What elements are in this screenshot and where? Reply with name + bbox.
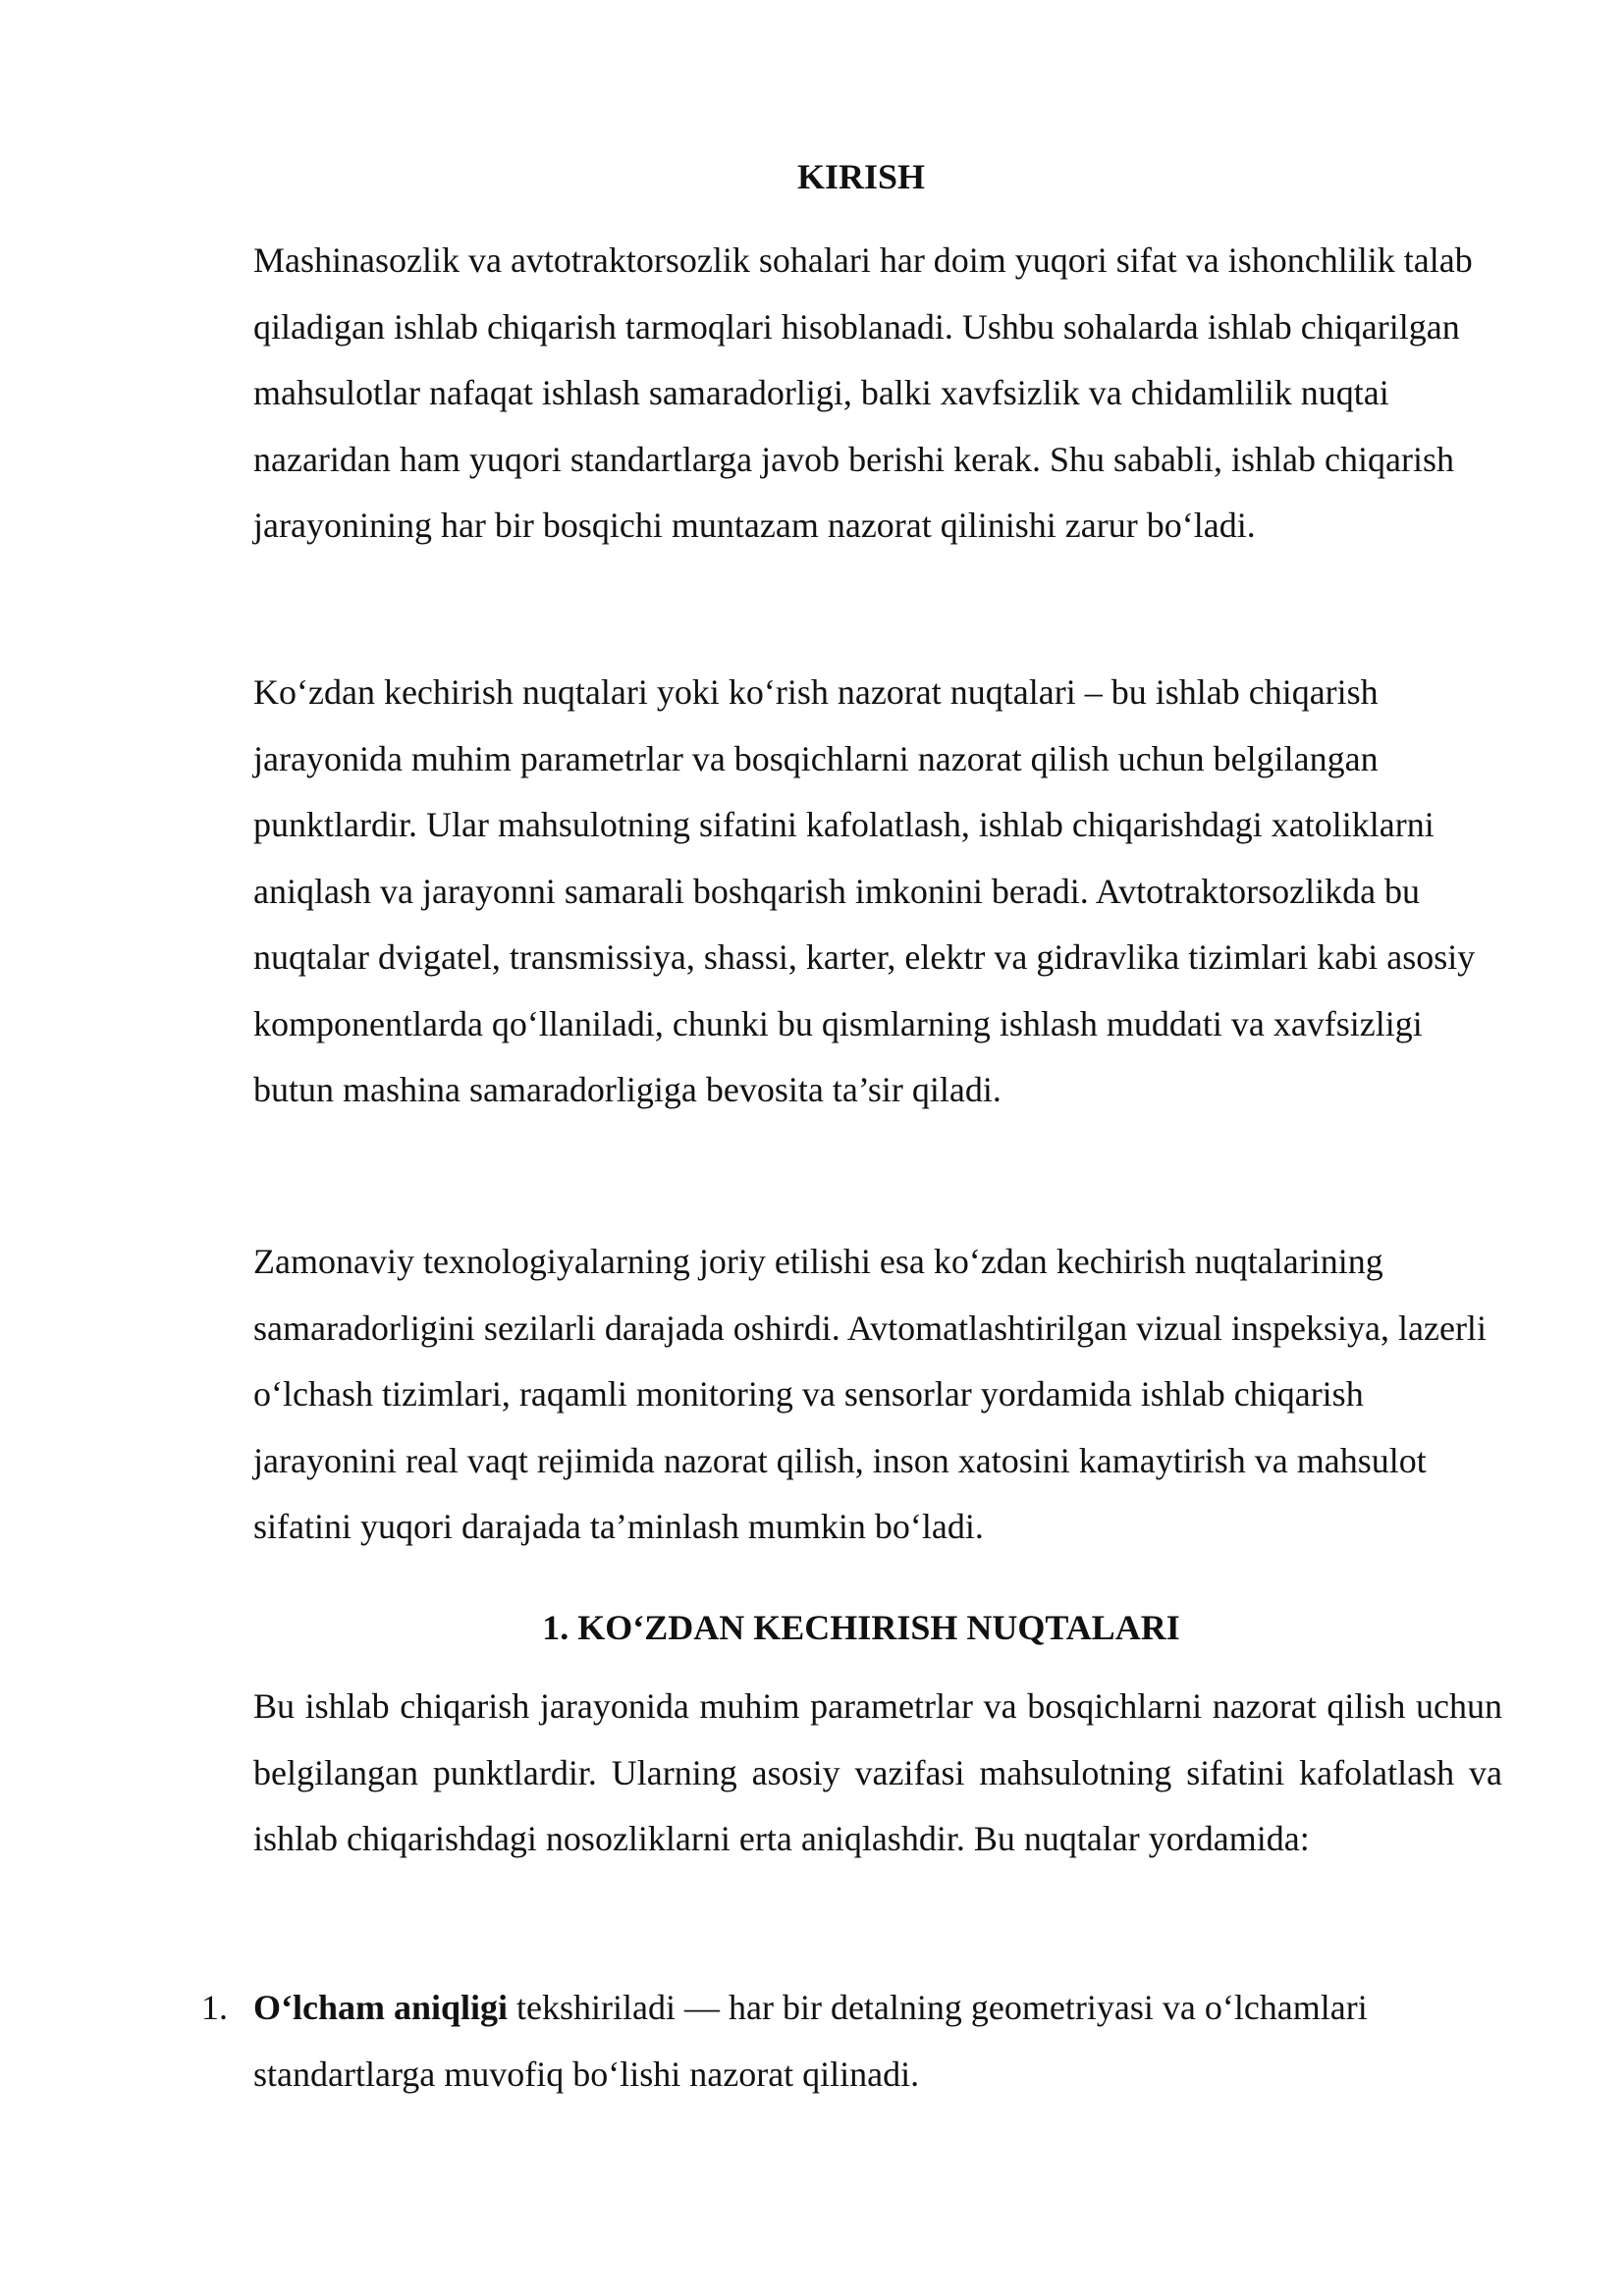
list-item-text: [253, 1975, 1502, 2108]
list-item-bold-term: O‘lcham aniqligi: [253, 1988, 509, 2027]
list-item-description: tekshiriladi — har bir detalning geometriyasi va o‘lchamlari standartlarga muvofiq bo‘lishi nazorat qilinadi.: [253, 1988, 1368, 2094]
section-1-title: . KO‘ZDAN KECHIRISH NUQTALARI: [560, 1608, 1180, 1647]
intro-paragraph-1: Mashinasozlik va avtotraktorsozlik sohalari har doim yuqori sifat va ishonchlilik talab qiladigan ishlab chiqarish tarmoqlari hisoblanadi. Ushbu sohalarda ishlab chiqarilgan mahsulotlar nafaqat ishlash samaradorligi, balki xavfsizlik va chidamlilik nuqtai nazaridan ham yuqori standartlarga javob berishi kerak. Shu sababli, ishlab chiqarish jarayonining har bir bosqichi muntazam nazorat qilinishi zarur bo‘ladi.: [253, 240, 1473, 545]
list-item-number: 1.: [201, 1988, 228, 2027]
section-1-heading: [49, 1608, 1624, 1647]
intro-paragraph-2: Ko‘zdan kechirish nuqtalari yoki ko‘rish nazorat nuqtalari – bu ishlab chiqarish jarayonida muhim parametrlar va bosqichlarni nazorat qilish uchun belgilangan punktlardir. Ular mahsulotning sifatini kafolatlash, ishlab chiqarishdagi xatoliklarni aniqlash va jarayonni samarali boshqarish imkonini beradi. Avtotraktorsozlikda bu nuqtalar dvigatel, transmissiya, shassi, karter, elektr va gidravlika tizimlari kabi asosiy komponentlarda qo‘llaniladi, chunki bu qismlarning ishlash muddati va xavfsizligi butun mashina samaradorligiga bevosita ta’sir qiladi.: [253, 672, 1476, 1109]
intro-heading: KIRISH: [796, 157, 926, 196]
intro-paragraph-3: Zamonaviy texnologiyalarning joriy etilishi esa ko‘zdan kechirish nuqtalarining samaradorligini sezilarli darajada oshirdi. Avtomatlashtirilgan vizual inspeksiya, lazerli o‘lchash tizimlari, raqamli monitoring va sensorlar yordamida ishlab chiqarish jarayonini real vaqt rejimida nazorat qilish, inson xatosini kamaytirish va mahsulot sifatini yuqori darajada ta’minlash mumkin bo‘ladi.: [253, 1242, 1487, 1546]
section-1-number: 1: [542, 1608, 561, 1647]
section-1-paragraph: Bu ishlab chiqarish jarayonida muhim parametrlar va bosqichlarni nazorat qilish uchun belgilangan punktlardir. Ularning asosiy vazifasi mahsulotning sifatini kafolatlash va ishlab chiqarishdagi nosozliklarni erta aniqlashdir. Bu nuqtalar yordamida:: [253, 1686, 1502, 1858]
